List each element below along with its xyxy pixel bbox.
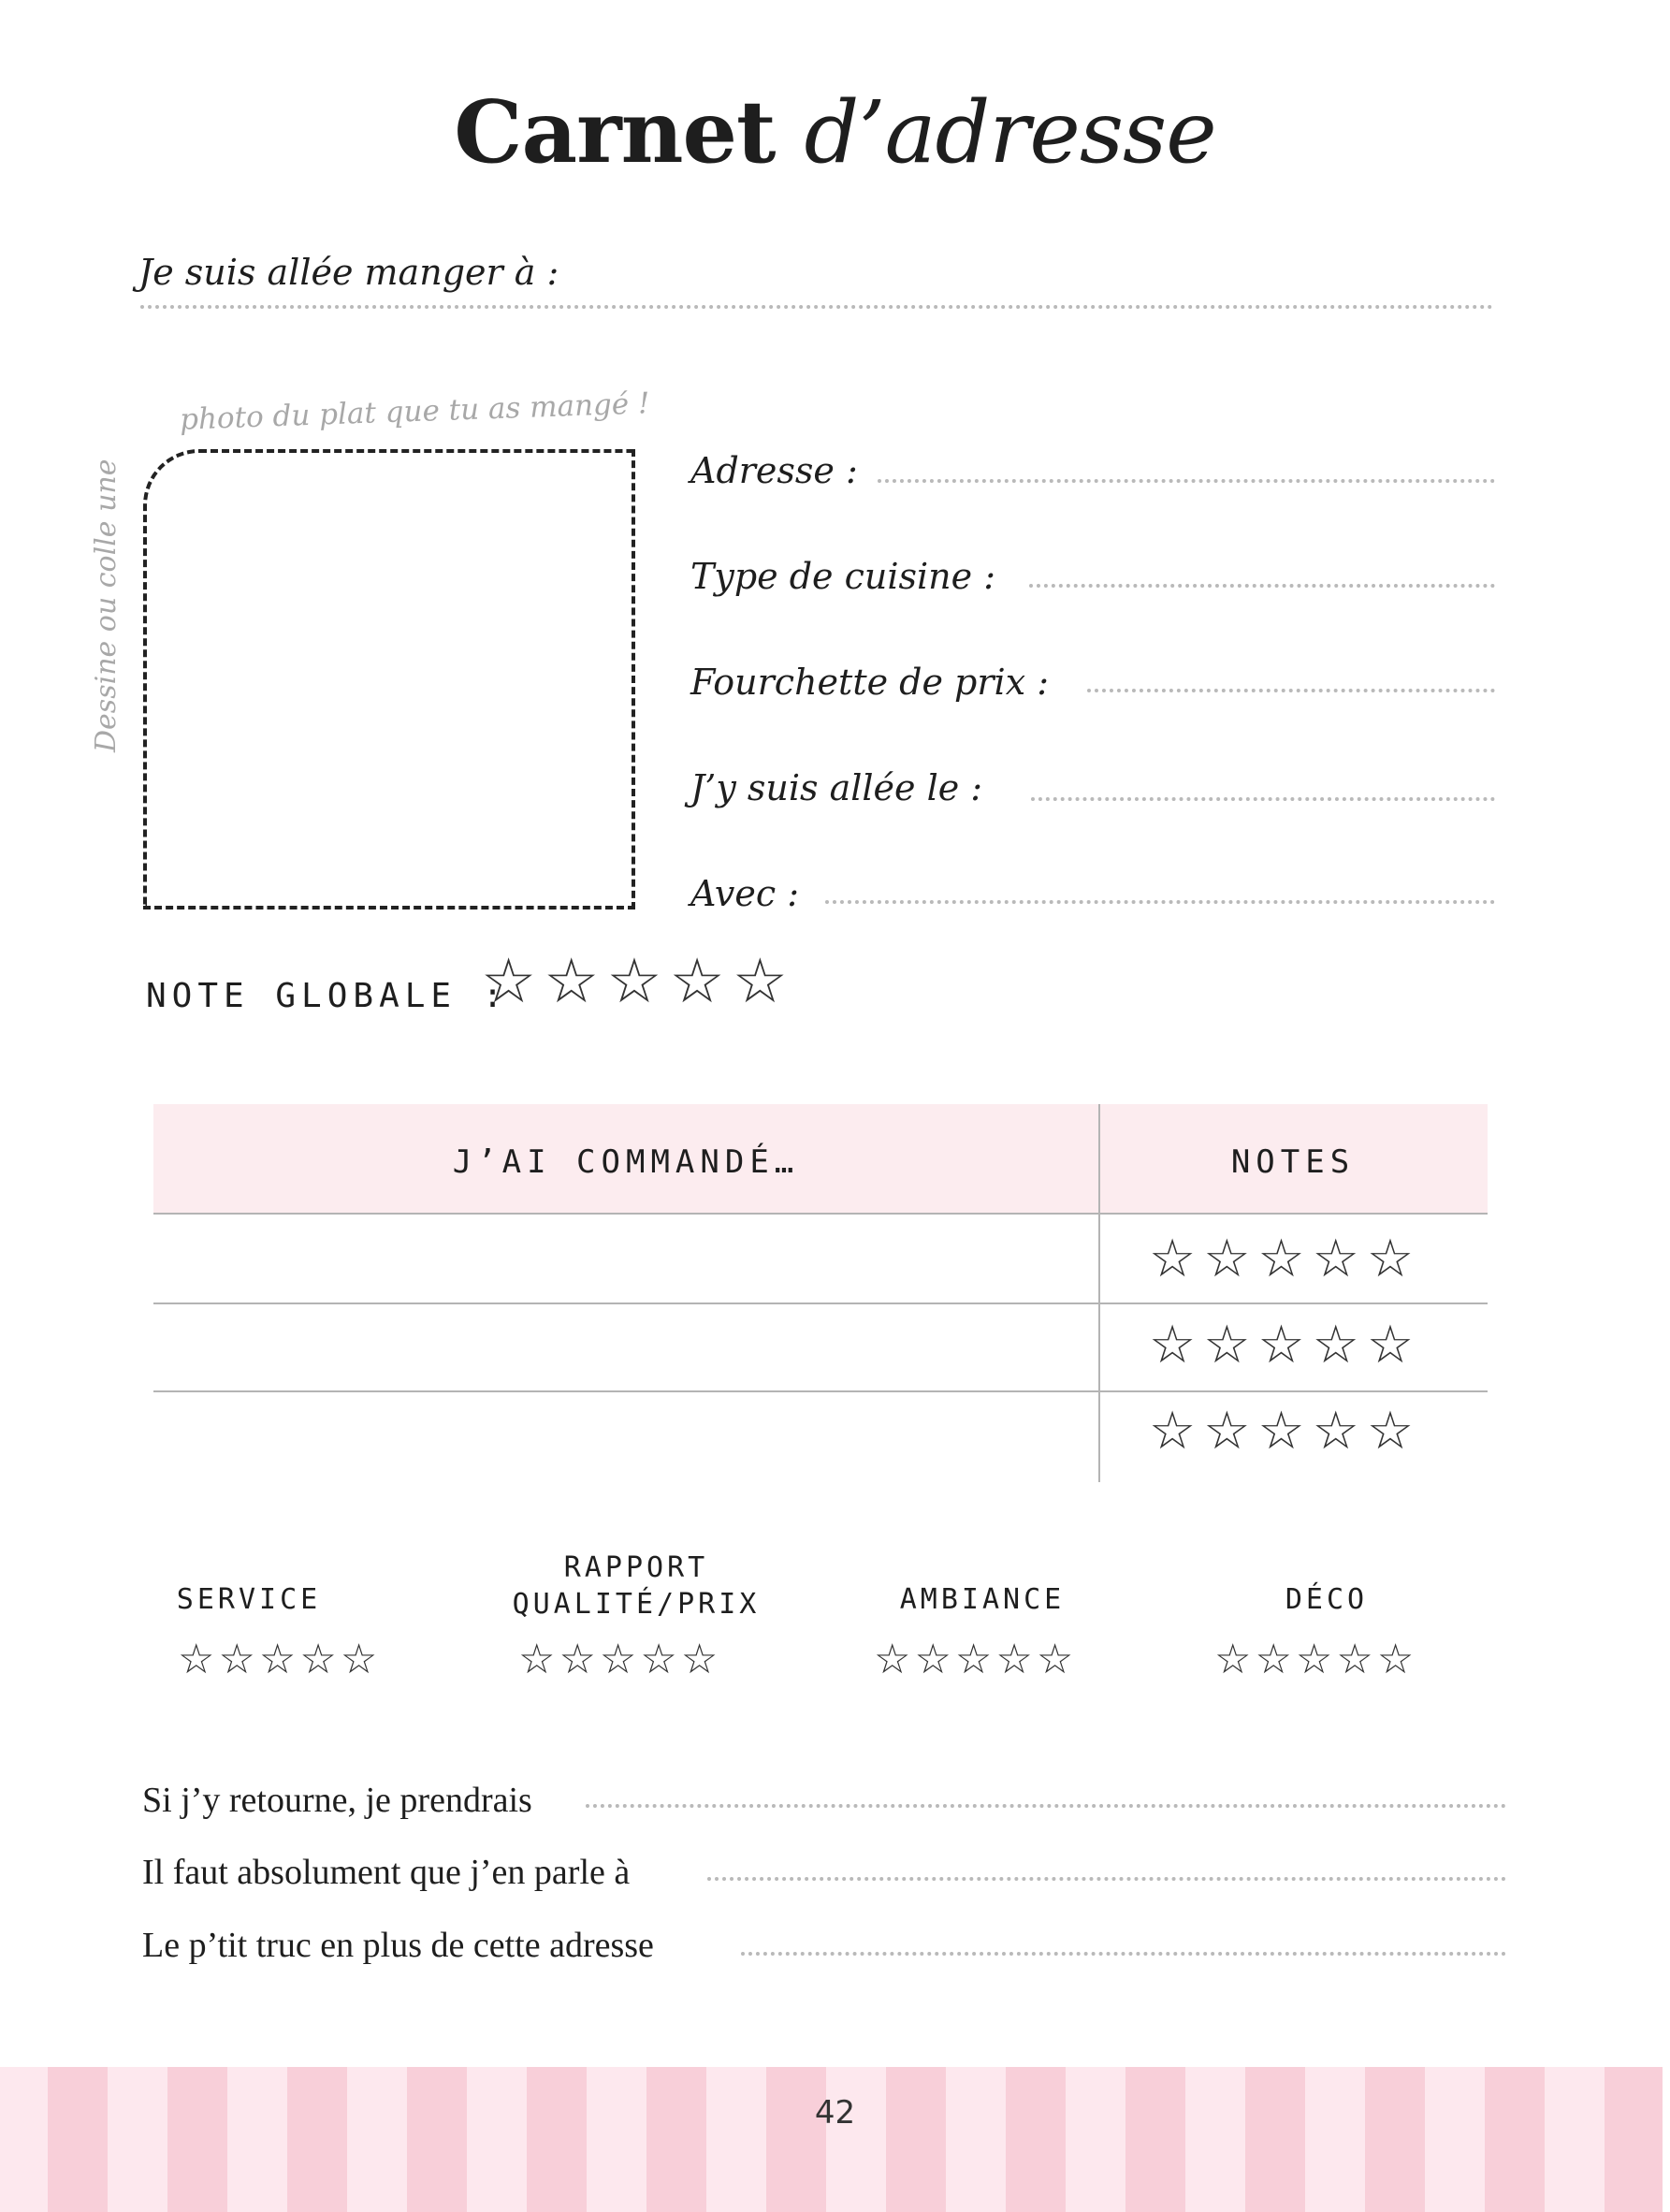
star-icon[interactable]: ☆: [1257, 1401, 1305, 1462]
footer-stripe: [826, 2067, 886, 2212]
category-ambiance-label: AMBIANCE: [899, 1583, 1066, 1616]
title-main: Carnet: [454, 81, 776, 182]
field-date-label: J’y suis allée le :: [690, 767, 983, 808]
field-price-label: Fourchette de prix :: [690, 662, 1050, 703]
footer-stripe: [347, 2067, 407, 2212]
footer-stripe: [706, 2067, 766, 2212]
category-deco-stars[interactable]: [1214, 1636, 1417, 1683]
field-cuisine-line[interactable]: [1029, 584, 1495, 588]
closing-line-return[interactable]: [586, 1804, 1506, 1808]
column-divider: [1098, 1104, 1100, 1482]
star-icon[interactable]: ☆: [1257, 1229, 1305, 1289]
star-icon[interactable]: ☆: [1203, 1229, 1251, 1289]
star-icon[interactable]: ☆: [640, 1636, 677, 1683]
header-dish: J’AI COMMANDÉ…: [452, 1143, 800, 1181]
field-address-label: Adresse :: [690, 450, 858, 491]
star-icon[interactable]: ☆: [178, 1636, 215, 1683]
global-rating-stars[interactable]: [481, 945, 795, 1017]
category-ambiance-stars[interactable]: [874, 1636, 1077, 1683]
photo-placeholder[interactable]: [143, 449, 635, 910]
star-icon[interactable]: ☆: [1336, 1636, 1373, 1683]
star-icon[interactable]: ☆: [995, 1636, 1033, 1683]
footer-stripe: [587, 2067, 646, 2212]
star-icon[interactable]: ☆: [299, 1636, 337, 1683]
star-icon[interactable]: ☆: [1376, 1636, 1415, 1683]
star-icon[interactable]: ☆: [1312, 1229, 1359, 1289]
closing-prompt-extra: Le p’tit truc en plus de cette adresse: [142, 1926, 654, 1965]
footer-stripe: [527, 2067, 587, 2212]
star-icon[interactable]: ☆: [599, 1636, 637, 1683]
title-script: d’adresse: [804, 82, 1216, 182]
footer-stripe: [1365, 2067, 1425, 2212]
star-icon[interactable]: ☆: [1149, 1229, 1197, 1289]
star-icon[interactable]: ☆: [874, 1636, 911, 1683]
restaurant-line[interactable]: [140, 305, 1493, 309]
footer-stripe: [1245, 2067, 1305, 2212]
order-table: [153, 1104, 1488, 1482]
footer-stripe: [108, 2067, 167, 2212]
field-with-label: Avec :: [690, 873, 800, 914]
footer-stripe: [766, 2067, 826, 2212]
footer-stripe: [1545, 2067, 1605, 2212]
star-icon[interactable]: ☆: [544, 945, 600, 1017]
star-icon[interactable]: ☆: [1366, 1315, 1415, 1375]
star-icon[interactable]: ☆: [518, 1636, 556, 1683]
closing-prompt-return: Si j’y retourne, je prendrais: [142, 1781, 532, 1820]
footer-stripe: [227, 2067, 287, 2212]
closing-line-share[interactable]: [707, 1877, 1506, 1881]
striped-footer: [0, 2067, 1670, 2212]
star-icon[interactable]: ☆: [914, 1636, 951, 1683]
star-icon[interactable]: ☆: [606, 945, 662, 1017]
table-row-dish-3[interactable]: [153, 1392, 1096, 1482]
footer-stripe: [1485, 2067, 1545, 2212]
footer-stripe: [48, 2067, 108, 2212]
footer-stripe: [1066, 2067, 1125, 2212]
footer-stripe: [1605, 2067, 1663, 2212]
star-icon[interactable]: ☆: [680, 1636, 719, 1683]
field-address-line[interactable]: [878, 479, 1495, 483]
closing-prompt-share: Il faut absolument que j’en parle à: [142, 1853, 631, 1892]
star-icon[interactable]: ☆: [1257, 1315, 1305, 1375]
footer-stripe: [0, 2067, 48, 2212]
star-icon[interactable]: ☆: [1312, 1315, 1359, 1375]
footer-stripe: [1185, 2067, 1245, 2212]
footer-stripe: [1305, 2067, 1365, 2212]
category-value-stars[interactable]: [518, 1636, 721, 1683]
star-icon[interactable]: ☆: [559, 1636, 596, 1683]
table-row-dish-1[interactable]: [153, 1215, 1096, 1302]
star-icon[interactable]: ☆: [954, 1636, 993, 1683]
page-number: 42: [814, 2094, 856, 2132]
star-icon[interactable]: ☆: [1312, 1401, 1359, 1462]
photo-caption-side: Dessine ou colle une: [90, 458, 123, 752]
closing-line-extra[interactable]: [741, 1952, 1506, 1956]
photo-caption-top: photo du plat que tu as mangé !: [179, 386, 651, 437]
category-service-label: SERVICE: [176, 1583, 322, 1616]
footer-stripe: [1425, 2067, 1485, 2212]
star-icon[interactable]: ☆: [1036, 1636, 1074, 1683]
footer-stripe: [167, 2067, 227, 2212]
star-icon[interactable]: ☆: [1149, 1401, 1197, 1462]
category-service-stars[interactable]: [178, 1636, 381, 1683]
star-icon[interactable]: ☆: [669, 945, 725, 1017]
star-icon[interactable]: ☆: [1366, 1229, 1415, 1289]
category-value-label: RAPPORT QUALITÉ/PRIX: [512, 1551, 761, 1621]
star-icon[interactable]: ☆: [1149, 1315, 1197, 1375]
footer-stripe: [287, 2067, 347, 2212]
field-date-line[interactable]: [1031, 797, 1495, 801]
global-rating-label: NOTE GLOBALE :: [146, 977, 509, 1015]
footer-stripe: [407, 2067, 467, 2212]
star-icon[interactable]: ☆: [1203, 1401, 1251, 1462]
table-row-stars-2[interactable]: [1149, 1315, 1421, 1375]
page-title: [0, 80, 1670, 184]
category-deco-label: DÉCO: [1285, 1583, 1369, 1616]
star-icon[interactable]: ☆: [1214, 1636, 1252, 1683]
footer-stripe: [946, 2067, 1006, 2212]
star-icon[interactable]: ☆: [732, 945, 788, 1017]
field-price-line[interactable]: [1087, 689, 1495, 692]
star-icon[interactable]: ☆: [1255, 1636, 1292, 1683]
footer-stripe: [1125, 2067, 1185, 2212]
star-icon[interactable]: ☆: [218, 1636, 255, 1683]
star-icon[interactable]: ☆: [1366, 1401, 1415, 1462]
star-icon[interactable]: ☆: [481, 945, 537, 1017]
table-row-stars-3[interactable]: [1149, 1401, 1421, 1462]
table-row-stars-1[interactable]: [1149, 1229, 1421, 1289]
footer-stripe: [467, 2067, 527, 2212]
header-notes: NOTES: [1230, 1143, 1356, 1181]
field-with-line[interactable]: [825, 900, 1495, 904]
footer-stripe: [1006, 2067, 1066, 2212]
star-icon[interactable]: ☆: [258, 1636, 297, 1683]
star-icon[interactable]: ☆: [1203, 1315, 1251, 1375]
footer-stripe: [886, 2067, 946, 2212]
star-icon[interactable]: ☆: [1295, 1636, 1333, 1683]
restaurant-label: Je suis allée manger à :: [138, 252, 559, 293]
star-icon[interactable]: ☆: [340, 1636, 378, 1683]
field-cuisine-label: Type de cuisine :: [690, 556, 996, 597]
footer-stripe: [646, 2067, 706, 2212]
table-row-dish-2[interactable]: [153, 1304, 1096, 1390]
